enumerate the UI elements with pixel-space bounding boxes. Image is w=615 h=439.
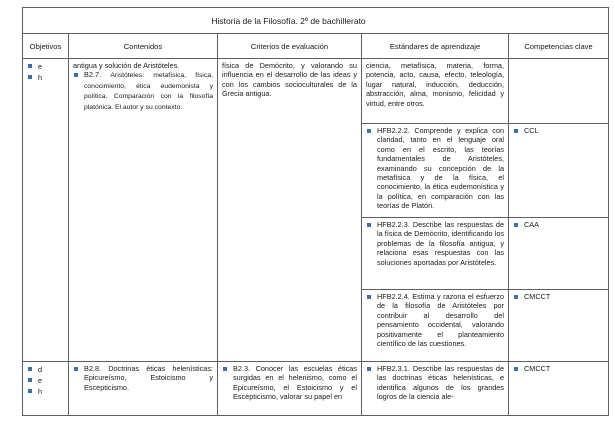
competencia-cell xyxy=(509,290,609,362)
estandar-text: ciencia, metafísica, materia, forma, potencia, acto, causa, efecto, teleología, lugar natural, inducción, deducción, abstracción, alma, monismo, felicidad y virtud, entre otros. xyxy=(366,61,505,108)
curriculum-table xyxy=(22,7,609,416)
estandar-text: HFB2.2.4. Estima y razona el esfuerzo de la filosofía de Aristóteles por contribuir al desarrollo del pensamiento occidental, valorando positivamente el planteamiento científico de las cuestiones. xyxy=(366,292,504,348)
contenido-text: Aristóteles: metafísica, física, conocimiento, ética eudemonista y política. Comparación con la filosofía platónica. El autor y su contexto. xyxy=(84,72,214,111)
competencia-item: CMCCT xyxy=(513,292,604,301)
header-competencias: Competencias clave xyxy=(509,34,609,59)
criterios-cell xyxy=(218,59,362,362)
contenido-text: Doctrinas éticas helenísticas: Epicureísmo, Estoicismo y Escepticismo. xyxy=(84,364,213,392)
estandar-text: HFB2.2.2. Comprende y explica con claridad, tanto en el lenguaje oral como en el escrito, las teorías fundamentales de Aristóteles, examinando su concepción de la metafísica y de la física, el conocimiento, la ética eudemonística y la política, en comparación con las teorías de Platón. xyxy=(366,126,504,211)
competencia-cell xyxy=(509,362,609,416)
estandar-text: HFB2.2.3. Describe las respuestas de la física de Demócrito, identificando los problemas de la filosofía antigua, y relaciona esas respuestas con las soluciones aportadas por Aristóteles. xyxy=(366,220,504,267)
objetivos-cell xyxy=(23,362,69,416)
criterios-cell xyxy=(218,362,362,416)
objetivos-cell xyxy=(23,59,69,362)
objetivo-item: d xyxy=(27,364,64,375)
competencia-cell xyxy=(509,218,609,290)
contenido-code: B2.8. xyxy=(84,364,102,373)
objetivo-item: h xyxy=(27,72,64,83)
table-title: Historia de la Filosofía. 2º de bachillerato xyxy=(69,8,509,34)
criterio-item xyxy=(222,364,357,402)
header-objetivos: Objetivos xyxy=(23,34,69,59)
competencia-item: CAA xyxy=(513,220,604,229)
contenido-code: B2.7. xyxy=(84,70,102,80)
objetivo-item: h xyxy=(27,386,64,397)
estandar-cell xyxy=(362,59,509,124)
table-row xyxy=(23,362,609,416)
competencia-item: CCL xyxy=(513,126,604,135)
estandar-cell xyxy=(362,290,509,362)
contenidos-cell xyxy=(69,59,218,362)
contenido-item xyxy=(73,70,213,112)
contenido-item xyxy=(73,364,213,392)
competencia-cell xyxy=(509,124,609,218)
criterio-text: física de Demócrito, y valorando su influencia en el desarrollo de las ideas y con los cambios socioculturales de la Grecia antigua. xyxy=(222,61,357,99)
header-estandares: Estándares de aprendizaje xyxy=(362,34,509,59)
table-corner xyxy=(23,8,69,34)
table-row xyxy=(23,59,609,124)
criterio-code: B2.3. xyxy=(233,364,251,373)
estandar-text: HFB2.3.1. Describe las respuestas de las doctrinas éticas helenísticas, e identifica algunos de los grandes logros de la ciencia ale- xyxy=(366,364,504,402)
contenido-text: antigua y solución de Aristóteles. xyxy=(73,61,180,70)
contenidos-cell xyxy=(69,362,218,416)
table-title-end xyxy=(509,8,609,34)
criterio-text: Conocer las escuelas éticas surgidas en el helenismo, como el Epicureísmo, el Estoicismo y el Escepticismo, valorar su papel en xyxy=(233,364,357,402)
estandar-cell xyxy=(362,218,509,290)
objetivo-item: e xyxy=(27,375,64,386)
objetivo-item: e xyxy=(27,61,64,72)
competencia-item: CMCCT xyxy=(513,364,604,373)
competencia-cell xyxy=(509,59,609,124)
estandar-cell xyxy=(362,124,509,218)
estandar-cell xyxy=(362,362,509,416)
header-contenidos: Contenidos xyxy=(69,34,218,59)
header-criterios: Criterios de evaluación xyxy=(218,34,362,59)
